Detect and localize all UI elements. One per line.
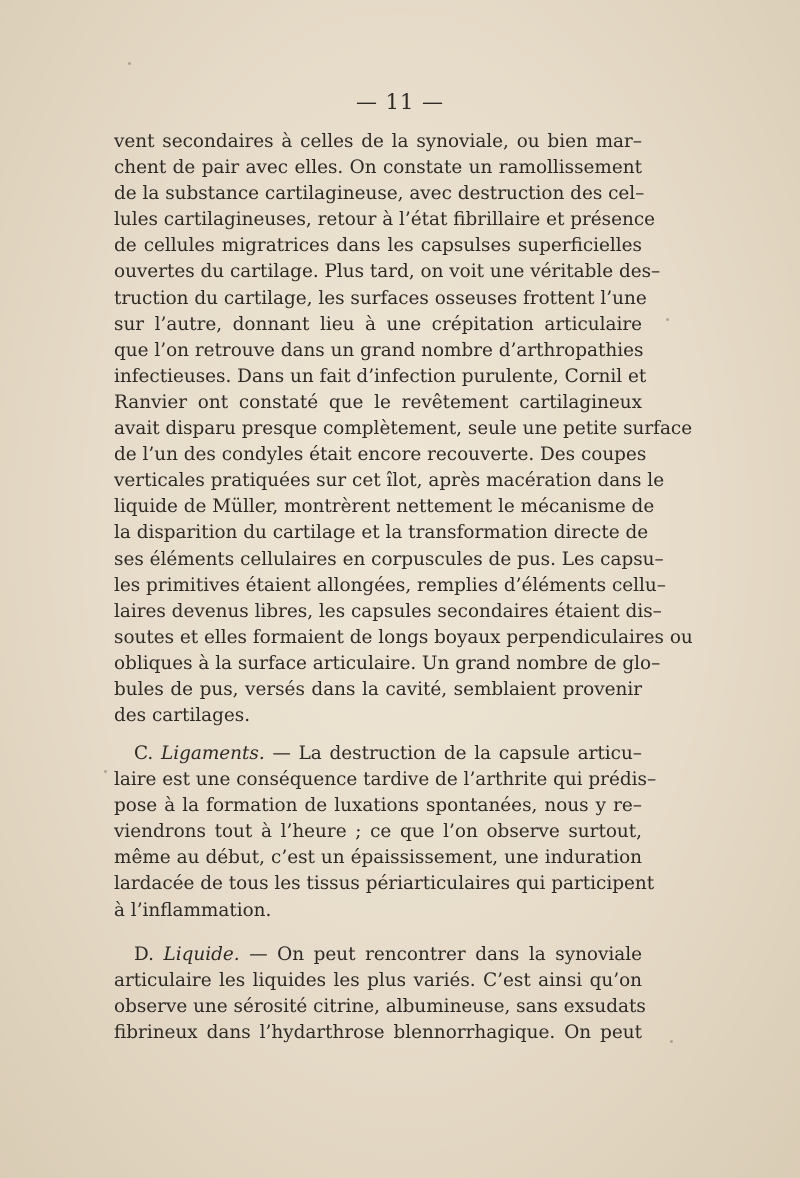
section-heading-line [114, 741, 642, 767]
text-line: laire est une conséquence tardive de l’arthrite qui prédis– [114, 769, 657, 791]
text-line: sur l’autre, donnant lieu à une crépitation articulaire [114, 313, 642, 335]
section-title: Liquide. [163, 944, 240, 965]
text-line: les primitives étaient allongées, remplies d’éléments cellu– [114, 574, 666, 596]
section-title: Ligaments. [161, 743, 265, 764]
text-line: bules de pus, versés dans la cavité, semblaient provenir [114, 678, 642, 700]
text-line: observe une sérosité citrine, albumineuse, sans exsudats [114, 996, 646, 1018]
text-line: Ranvier ont constaté que le revêtement cartilagineux [114, 391, 642, 413]
paper-speck [104, 770, 107, 773]
text-line: la disparition du cartilage et la transformation directe de [114, 522, 649, 544]
text-line: articulaire les liquides les plus variés. C’est ainsi qu’on [114, 970, 642, 992]
paper-speck [670, 1040, 673, 1043]
section-text: — La destruction de la capsule articu– [272, 743, 642, 764]
text-line: chent de pair avec elles. On constate un ramollissement [114, 157, 642, 179]
text-line: vent secondaires à celles de la synoviale, ou bien mar– [114, 131, 642, 152]
paper-speck [128, 62, 131, 65]
section-letter: C. [134, 743, 154, 764]
text-line: ouvertes du cartilage. Plus tard, on voit une véritable des– [114, 261, 661, 283]
text-line: pose à la formation de luxations spontanées, nous y re– [114, 795, 642, 817]
text-line: de la substance cartilagineuse, avec destruction des cel– [114, 183, 645, 205]
text-line: ses éléments cellulaires en corpuscules de pus. Les capsu– [114, 548, 664, 570]
section-heading-line [114, 942, 642, 968]
section-ligaments [114, 741, 657, 924]
paragraph-cartilage [114, 129, 693, 729]
text-line: soutes et elles formaient de longs boyaux perpendiculaires ou [114, 626, 693, 648]
text-line: verticales pratiquées sur cet îlot, après macération dans le [114, 470, 665, 492]
section-text: — On peut rencontrer dans la synoviale [249, 944, 642, 965]
text-line: avait disparu presque complètement, seule une petite surface [114, 418, 693, 440]
section-letter: D. [134, 944, 154, 965]
text-line: de cellules migratrices dans les capsulses superficielles [114, 235, 642, 257]
text-line: à l’inflammation. [114, 899, 272, 921]
text-line: même au début, c’est un épaississement, une induration [114, 847, 642, 869]
text-line: viendrons tout à l’heure ; ce que l’on observe surtout, [114, 821, 642, 843]
paper-speck [666, 318, 669, 321]
text-line: fibrineux dans l’hydarthrose blennorrhagique. On peut [114, 1022, 642, 1044]
section-liquide [114, 942, 646, 1046]
text-line: des cartilages. [114, 705, 251, 727]
text-line: lardacée de tous les tissus périarticulaires qui participent [114, 873, 655, 895]
text-line: truction du cartilage, les surfaces osseuses frottent l’une [114, 287, 647, 309]
text-line: que l’on retrouve dans un grand nombre d’arthropathies [114, 339, 644, 361]
text-line: de l’un des condyles était encore recouverte. Des coupes [114, 444, 647, 466]
text-line: laires devenus libres, les capsules secondaires étaient dis– [114, 600, 662, 622]
text-line: liquide de Müller, montrèrent nettement le mécanisme de [114, 496, 655, 518]
page-number: — 11 — [355, 90, 445, 114]
text-line: infectieuses. Dans un fait d’infection purulente, Cornil et [114, 365, 647, 387]
text-line: lules cartilagineuses, retour à l’état fibrillaire et présence [114, 209, 656, 231]
text-line: obliques à la surface articulaire. Un grand nombre de glo– [114, 652, 661, 674]
